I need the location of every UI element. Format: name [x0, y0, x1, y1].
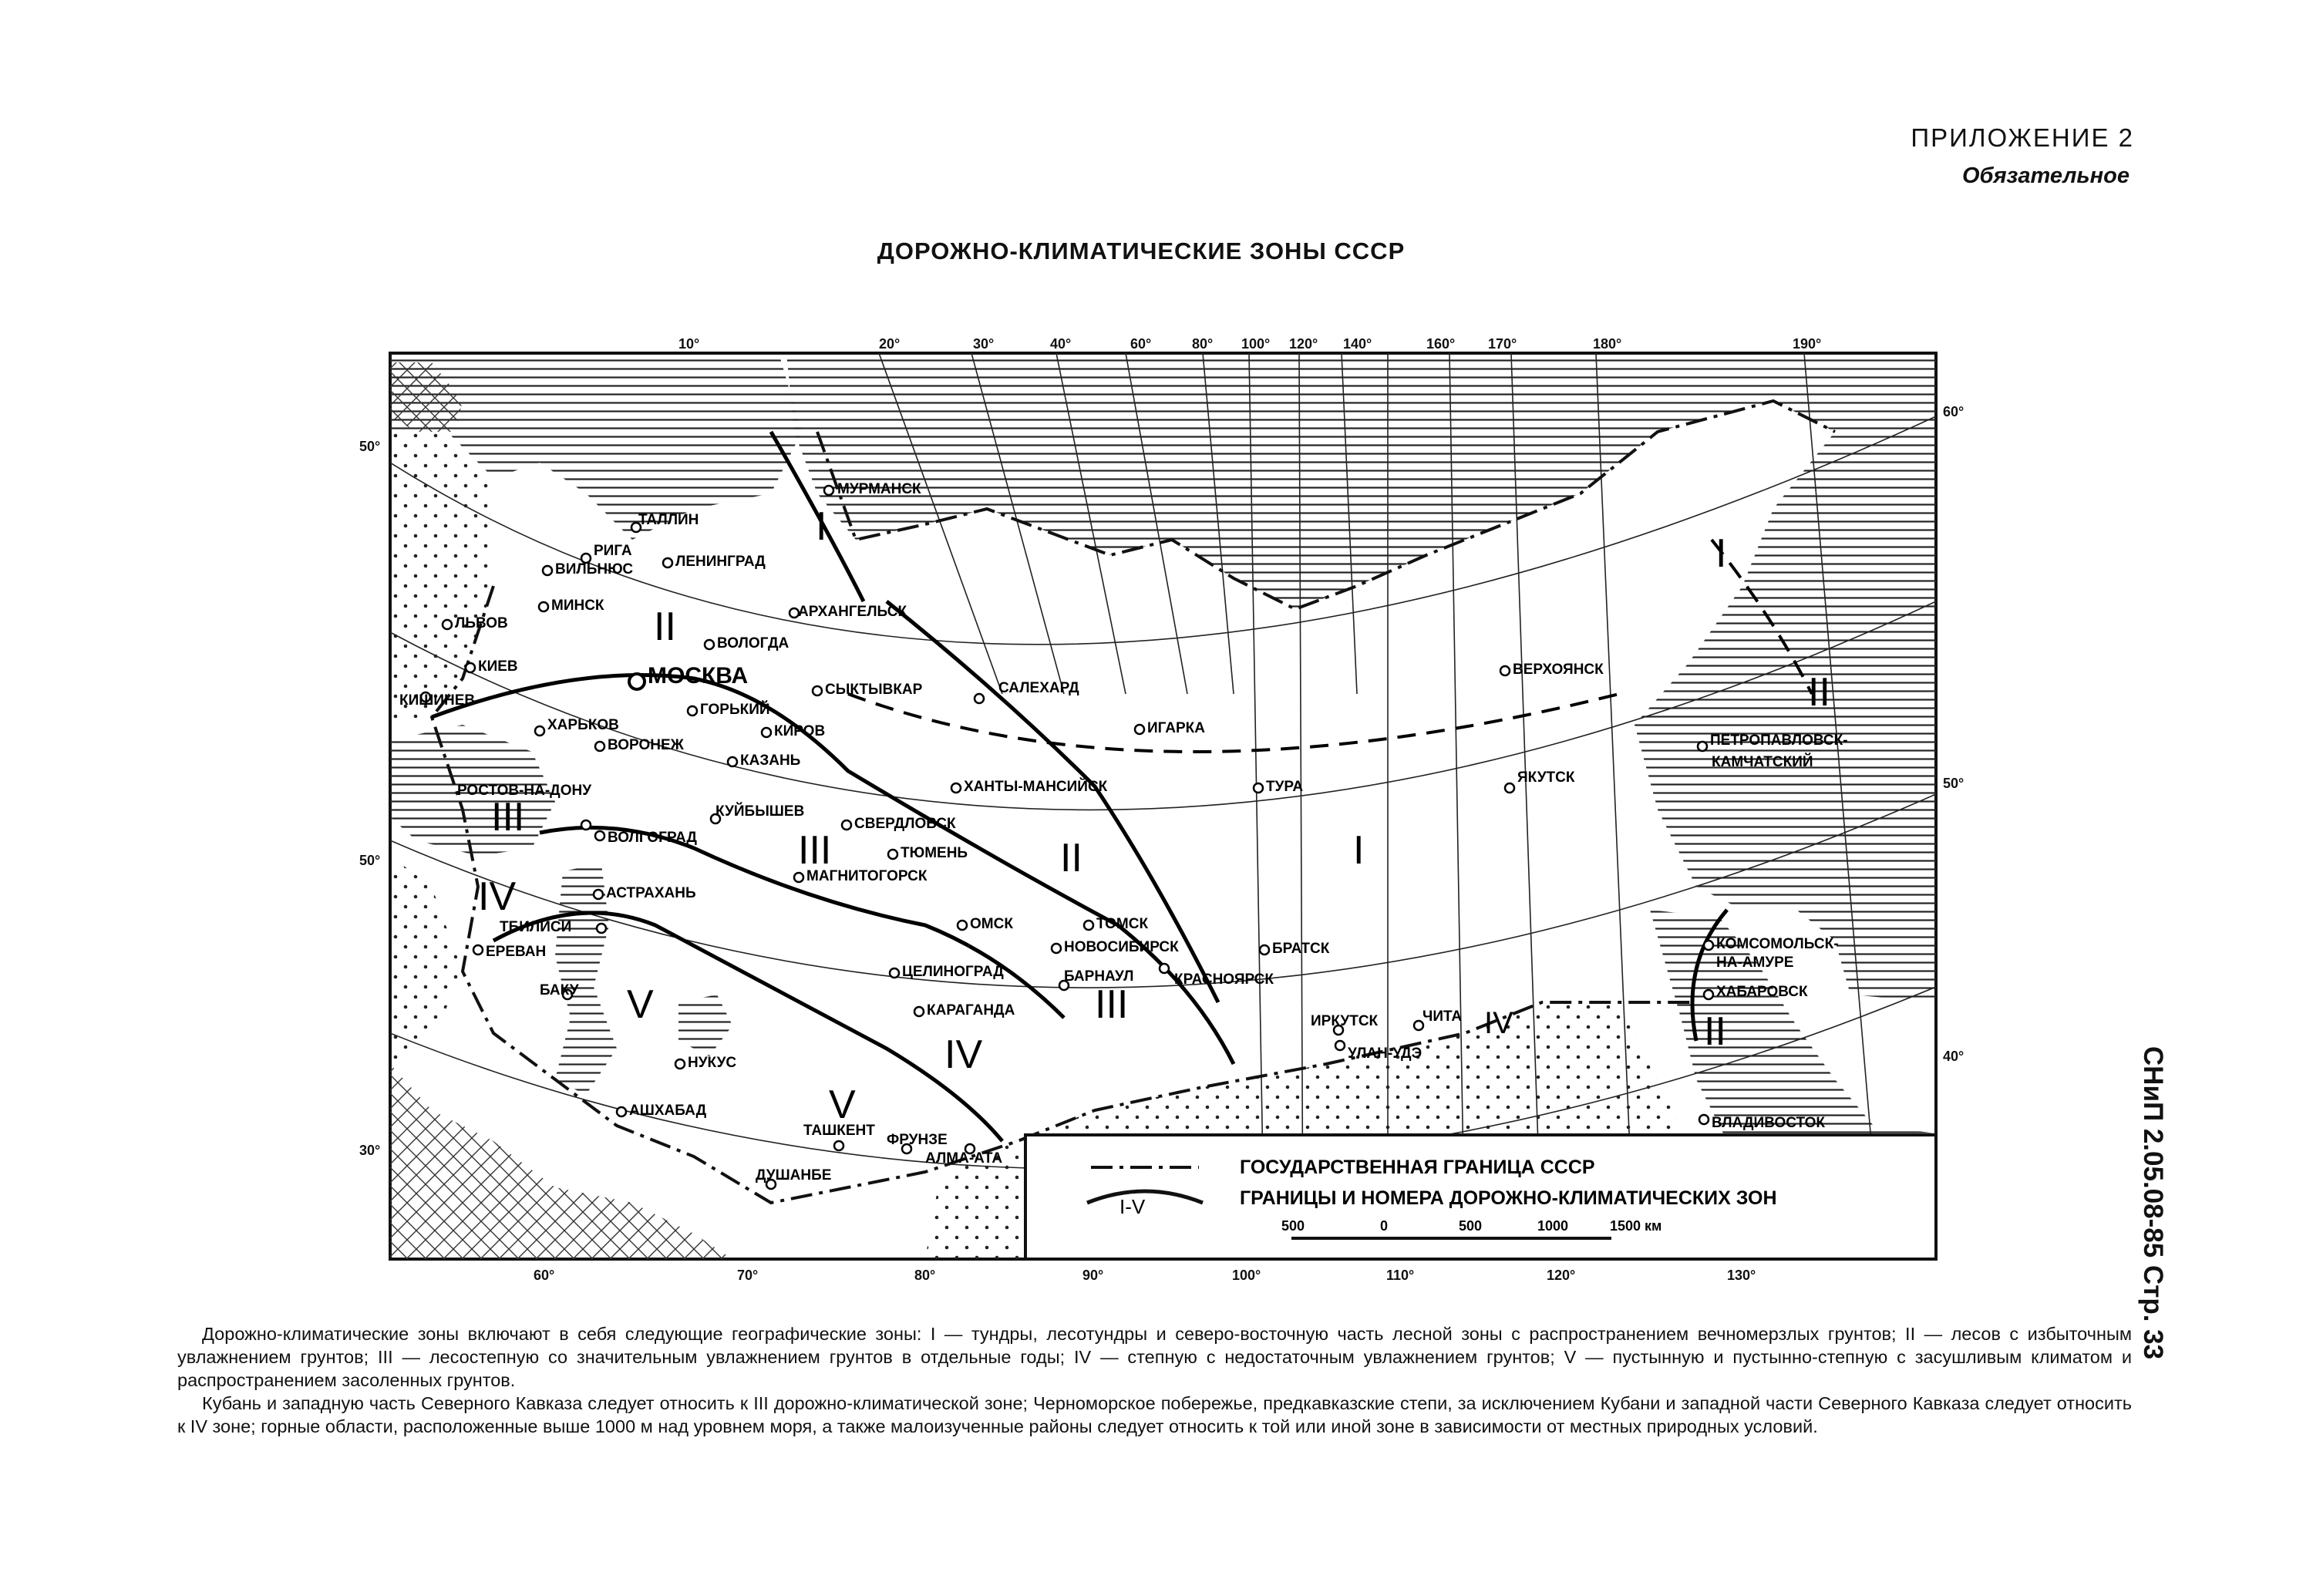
- bottom-scale-label: 120°: [1547, 1268, 1576, 1283]
- city-label: ГОРЬКИЙ: [700, 702, 770, 718]
- top-scale-label: 170°: [1488, 336, 1517, 352]
- city-marker: [629, 663, 748, 689]
- city-label: КРАСНОЯРСК: [1174, 971, 1274, 988]
- city-marker: [595, 830, 697, 846]
- city-label: ОМСК: [970, 916, 1013, 932]
- city-label: МОСКВА: [648, 663, 749, 689]
- city-label: ФРУНЗЕ: [887, 1132, 948, 1148]
- city-label: РИГА: [594, 543, 632, 559]
- city-marker: [790, 604, 907, 620]
- city-marker: [705, 635, 789, 652]
- top-scale-label: 80°: [1192, 336, 1214, 352]
- city-label: ТБИЛИСИ: [500, 919, 572, 935]
- scale-tick-label: 500: [1459, 1218, 1483, 1234]
- caption-paragraph: Дорожно-климатические зоны включают в себя следующие географические зоны: I — тундры, лесотундры и северо-восточную часть лесной зоны с распространением вечномерзлых грунтов; II — лесов с избыточным увлажнением грунтов; III — лесостепную со значительным увлажнением грунтов в отдельные годы; IV — степную с недостаточным увлажнением грунтов; V — пустынную и пустынно-степную с засушливым климатом и распространением засоленных грунтов.: [177, 1324, 2132, 1390]
- page-title: ДОРОЖНО-КЛИМАТИЧЕСКИЕ ЗОНЫ СССР: [877, 237, 1406, 264]
- caption-paragraph: Кубань и западную часть Северного Кавказа следует относить к III дорожно-климатической зоне; Черноморское побережье, предкавказские степи, за исключением Кубани и западной части Северного Кавказа следует относить к IV зоне; горные области, расположенные выше 1000 м над уровнем моря, а также малоизученные районы следует относить к той или иной зоне в зависимости от местных природных условий.: [177, 1393, 2132, 1436]
- city-marker: [595, 737, 685, 753]
- top-scale-label: 30°: [973, 336, 995, 352]
- bottom-scale-label: 70°: [737, 1268, 759, 1283]
- city-marker: [888, 845, 968, 861]
- city-label-continued: НА-АМУРЕ: [1716, 955, 1794, 971]
- top-scale-label: 160°: [1426, 336, 1456, 352]
- city-label: БРАТСК: [1272, 941, 1330, 957]
- city-label: БАКУ: [540, 982, 579, 998]
- city-label: ЛЕНИНГРАД: [675, 554, 766, 570]
- top-scale-label: 140°: [1343, 336, 1372, 352]
- city-label: АШХАБАД: [629, 1103, 707, 1119]
- city-marker: [794, 868, 928, 884]
- city-label: ЕРЕВАН: [486, 944, 547, 960]
- city-label: АРХАНГЕЛЬСК: [798, 604, 907, 620]
- zone-number: I: [816, 504, 827, 549]
- city-marker: [914, 1002, 1015, 1019]
- city-marker: [663, 554, 766, 570]
- right-scale-label: 40°: [1943, 1049, 1965, 1064]
- city-marker: [594, 885, 696, 901]
- city-label: ЯКУТСК: [1517, 769, 1575, 786]
- legend-zone-label: ГРАНИЦЫ И НОМЕРА ДОРОЖНО-КЛИМАТИЧЕСКИХ ЗОН: [1240, 1187, 1777, 1209]
- bottom-scale-label: 110°: [1386, 1268, 1415, 1283]
- map-legend: [1025, 1135, 1936, 1259]
- city-label: ЛЬВОВ: [455, 615, 508, 631]
- city-label: МУРМАНСК: [837, 481, 921, 497]
- legend-border-label: ГОСУДАРСТВЕННАЯ ГРАНИЦА СССР: [1240, 1157, 1595, 1178]
- left-scale-label: 50°: [359, 853, 381, 868]
- city-marker: [1698, 732, 1848, 751]
- scale-tick-label: 1500 км: [1610, 1218, 1662, 1234]
- top-scale-label: 180°: [1593, 336, 1622, 352]
- city-label: ИРКУТСК: [1311, 1013, 1379, 1029]
- city-label: ВЛАДИВОСТОК: [1712, 1115, 1825, 1131]
- city-marker: [540, 982, 579, 999]
- right-scale-label: 50°: [1943, 776, 1965, 791]
- zone-number: I: [1353, 828, 1365, 873]
- city-label: ТАШКЕНТ: [803, 1123, 875, 1139]
- city-marker: [688, 701, 770, 718]
- scale-tick-label: 1000: [1537, 1218, 1569, 1234]
- city-label: КОМСОМОЛЬСК-: [1716, 936, 1839, 952]
- map-caption: [177, 1322, 2132, 1438]
- city-label: ТОМСК: [1096, 916, 1149, 932]
- city-label: СВЕРДЛОВСК: [854, 816, 956, 832]
- top-scale-label: 120°: [1289, 336, 1318, 352]
- zone-number: II: [1704, 1009, 1726, 1054]
- city-label: УЛАН-УДЭ: [1348, 1045, 1422, 1062]
- left-scale-label: 30°: [359, 1143, 381, 1158]
- city-label-continued: КАМЧАТСКИЙ: [1712, 754, 1813, 770]
- city-label: ЧИТА: [1422, 1008, 1463, 1025]
- city-marker: [617, 1103, 707, 1119]
- city-label: ВОРОНЕЖ: [608, 737, 684, 753]
- city-label: НОВОСИБИРСК: [1064, 939, 1179, 955]
- city-marker: [1052, 939, 1179, 955]
- city-marker: [951, 778, 1108, 795]
- side-page-label: СНиП 2.05.08-85 Стр. 33: [2138, 1045, 2168, 1360]
- city-label: НУКУС: [688, 1055, 737, 1071]
- zone-number: IV: [944, 1032, 983, 1077]
- city-label: ХАРЬКОВ: [547, 717, 619, 733]
- city-label: ЦЕЛИНОГРАД: [902, 964, 1004, 980]
- city-label: РОСТОВ-НА-ДОНУ: [457, 783, 592, 799]
- city-label: ХАБАРОВСК: [1716, 984, 1808, 1000]
- bottom-scale-label: 90°: [1082, 1268, 1104, 1283]
- city-label: ТЮМЕНЬ: [901, 845, 968, 861]
- city-marker: [1704, 936, 1839, 952]
- city-label: ХАНТЫ-МАНСИЙСК: [964, 779, 1108, 795]
- city-label: КУЙБЫШЕВ: [715, 803, 805, 820]
- top-scale-label: 20°: [879, 336, 901, 352]
- city-label: ДУШАНБЕ: [756, 1167, 832, 1184]
- zone-number: I: [1715, 531, 1727, 576]
- city-label: АСТРАХАНЬ: [606, 885, 696, 901]
- city-label: БАРНАУЛ: [1064, 968, 1134, 985]
- city-label: ВОЛГОГРАД: [608, 830, 697, 846]
- top-scale-label: 10°: [678, 336, 700, 352]
- scale-tick-label: 0: [1380, 1218, 1389, 1234]
- city-label: ТАЛЛИН: [638, 512, 699, 528]
- zone-number: II: [1808, 670, 1830, 715]
- zone-number: III: [798, 828, 832, 873]
- city-label: КАРАГАНДА: [927, 1002, 1015, 1019]
- city-marker: [842, 816, 956, 832]
- zone-number: III: [491, 795, 525, 840]
- city-label: КИРОВ: [774, 723, 826, 739]
- top-scale-label: 40°: [1050, 336, 1072, 352]
- city-label: ТУРА: [1266, 779, 1304, 795]
- city-label: ИГАРКА: [1147, 720, 1205, 736]
- zone-number: IV: [478, 874, 517, 919]
- city-marker: [890, 964, 1004, 980]
- city-marker: [399, 692, 475, 709]
- city-label: ВЕРХОЯНСК: [1513, 662, 1604, 678]
- top-scale-label: 100°: [1241, 336, 1271, 352]
- zone-number: V: [627, 982, 654, 1027]
- bottom-scale-label: 130°: [1727, 1268, 1756, 1283]
- zone-number: II: [1060, 836, 1082, 880]
- city-marker: [535, 717, 619, 736]
- city-label: САЛЕХАРД: [998, 680, 1079, 696]
- city-label: КИЕВ: [478, 658, 518, 675]
- zone-number: II: [654, 604, 676, 649]
- city-label: ВОЛОГДА: [717, 635, 790, 652]
- bottom-scale-label: 100°: [1232, 1268, 1261, 1283]
- scale-tick-label: 500: [1281, 1218, 1305, 1234]
- city-label: КАЗАНЬ: [740, 753, 801, 769]
- appendix-label: ПРИЛОЖЕНИЕ 2: [1911, 123, 2134, 152]
- city-label: ПЕТРОПАВЛОВСК-: [1710, 732, 1848, 749]
- city-label: ВИЛЬНЮС: [555, 561, 634, 577]
- zone-number: III: [1095, 982, 1129, 1027]
- city-marker: [1500, 662, 1604, 678]
- status-label: Обязательное: [1961, 163, 2130, 188]
- left-scale-label: 50°: [359, 439, 381, 454]
- city-label: СЫКТЫВКАР: [825, 682, 923, 698]
- city-label: КИШИНЕВ: [399, 692, 476, 709]
- legend-zone-sample: I-V: [1119, 1195, 1146, 1218]
- city-marker: [1704, 984, 1808, 1000]
- city-label: АЛМА-АТА: [925, 1150, 1003, 1167]
- city-marker: [1699, 1115, 1825, 1131]
- city-marker: [543, 561, 633, 577]
- zone-number: IV: [1484, 1006, 1513, 1040]
- city-label: МАГНИТОГОРСК: [806, 868, 928, 884]
- city-marker: [813, 682, 923, 698]
- top-scale-label: 190°: [1793, 336, 1822, 352]
- right-scale-label: 60°: [1943, 404, 1965, 419]
- zone-number: V: [829, 1083, 856, 1127]
- top-scale-label: 60°: [1130, 336, 1152, 352]
- city-marker: [824, 481, 921, 497]
- city-label: МИНСК: [551, 598, 604, 614]
- bottom-scale-label: 60°: [534, 1268, 555, 1283]
- bottom-scale-label: 80°: [914, 1268, 936, 1283]
